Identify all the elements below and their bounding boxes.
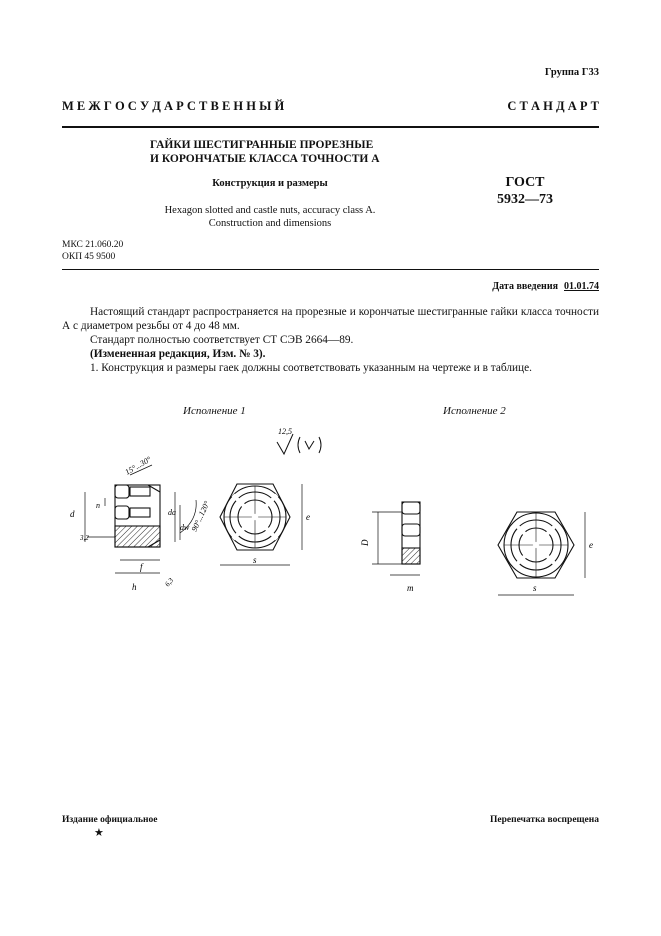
english-title-line-1: Hexagon slotted and castle nuts, accuracy class A.	[164, 205, 376, 216]
star-icon: ★	[94, 827, 104, 839]
rough-c: 6,3	[163, 576, 176, 589]
roughness-value: 12,5	[278, 427, 292, 436]
variant-1-label: Исполнение 1	[183, 405, 246, 417]
okp-code: ОКП 45 9500	[62, 252, 116, 262]
english-title	[130, 204, 410, 230]
dim-s-2: s	[533, 583, 537, 593]
classification-codes	[62, 239, 123, 263]
roughness-symbol	[277, 434, 321, 454]
english-title-line-2: Construction and dimensions	[208, 218, 332, 229]
nut-drawing	[0, 420, 661, 610]
title-line-1: ГАЙКИ ШЕСТИГРАННЫЕ ПРОРЕЗНЫЕ	[150, 139, 374, 151]
mks-code: МКС 21.060.20	[62, 240, 124, 250]
mid-rule	[62, 269, 599, 270]
variant-2-side-view	[372, 502, 420, 575]
angle-side: 90°...120°	[189, 499, 212, 533]
paragraph-compliance: Стандарт полностью соответствует СТ СЭВ 2664—89.	[90, 334, 354, 346]
dim-e-2: e	[589, 540, 593, 550]
variant-2-top-view	[498, 512, 585, 595]
document-title	[150, 138, 400, 166]
dim-e-1: e	[306, 512, 310, 522]
variant-1-top-view	[220, 484, 302, 565]
dim-n: n	[96, 501, 100, 510]
document-subtitle: Конструкция и размеры	[212, 178, 328, 189]
paragraph-revision: (Измененная редакция, Изм. № 3).	[90, 348, 266, 360]
date-value: 01.01.74	[564, 281, 599, 292]
banner-word-1: М Е Ж Г О С У Д А Р С Т В Е Н Н Ы Й	[62, 99, 285, 113]
rough-small: 3,2	[80, 534, 89, 542]
dim-h: h	[132, 582, 137, 592]
group-code: Группа Г33	[544, 67, 599, 78]
variant-1-side-view	[85, 465, 196, 573]
paragraph-clause-1: 1. Конструкция и размеры гаек должны соответствовать указанным на чертеже и в таблице.	[90, 362, 532, 374]
top-rule	[62, 126, 599, 128]
title-line-2: И КОРОНЧАТЫЕ КЛАССА ТОЧНОСТИ А	[150, 153, 380, 165]
dim-m: m	[407, 583, 414, 593]
angle-top: 15°...30°	[123, 454, 153, 477]
date-label: Дата введения	[492, 281, 558, 292]
footer-reprint-prohibited: Перепечатка воспрещена	[489, 815, 599, 825]
dim-d: d	[70, 509, 75, 519]
introduction-date	[492, 281, 599, 292]
dim-f: f	[140, 562, 143, 572]
gost-code: 5932—73	[497, 192, 553, 207]
dim-s-1: s	[253, 555, 257, 565]
gost-number	[480, 174, 570, 208]
standard-banner	[62, 99, 599, 114]
body-text	[62, 305, 599, 375]
dim-dw: dw	[180, 523, 190, 532]
dim-D: D	[360, 539, 370, 546]
banner-word-2: С Т А Н Д А Р Т	[507, 99, 599, 113]
paragraph-scope: Настоящий стандарт распространяется на прорезные и корончатые шестигранные гайки класса точности А с диаметром резьбы от 4 до 48 мм.	[62, 306, 599, 332]
gost-label: ГОСТ	[505, 175, 545, 190]
variant-2-label: Исполнение 2	[443, 405, 506, 417]
dim-da: da	[168, 508, 176, 517]
footer-official-edition: Издание официальное	[62, 815, 158, 825]
